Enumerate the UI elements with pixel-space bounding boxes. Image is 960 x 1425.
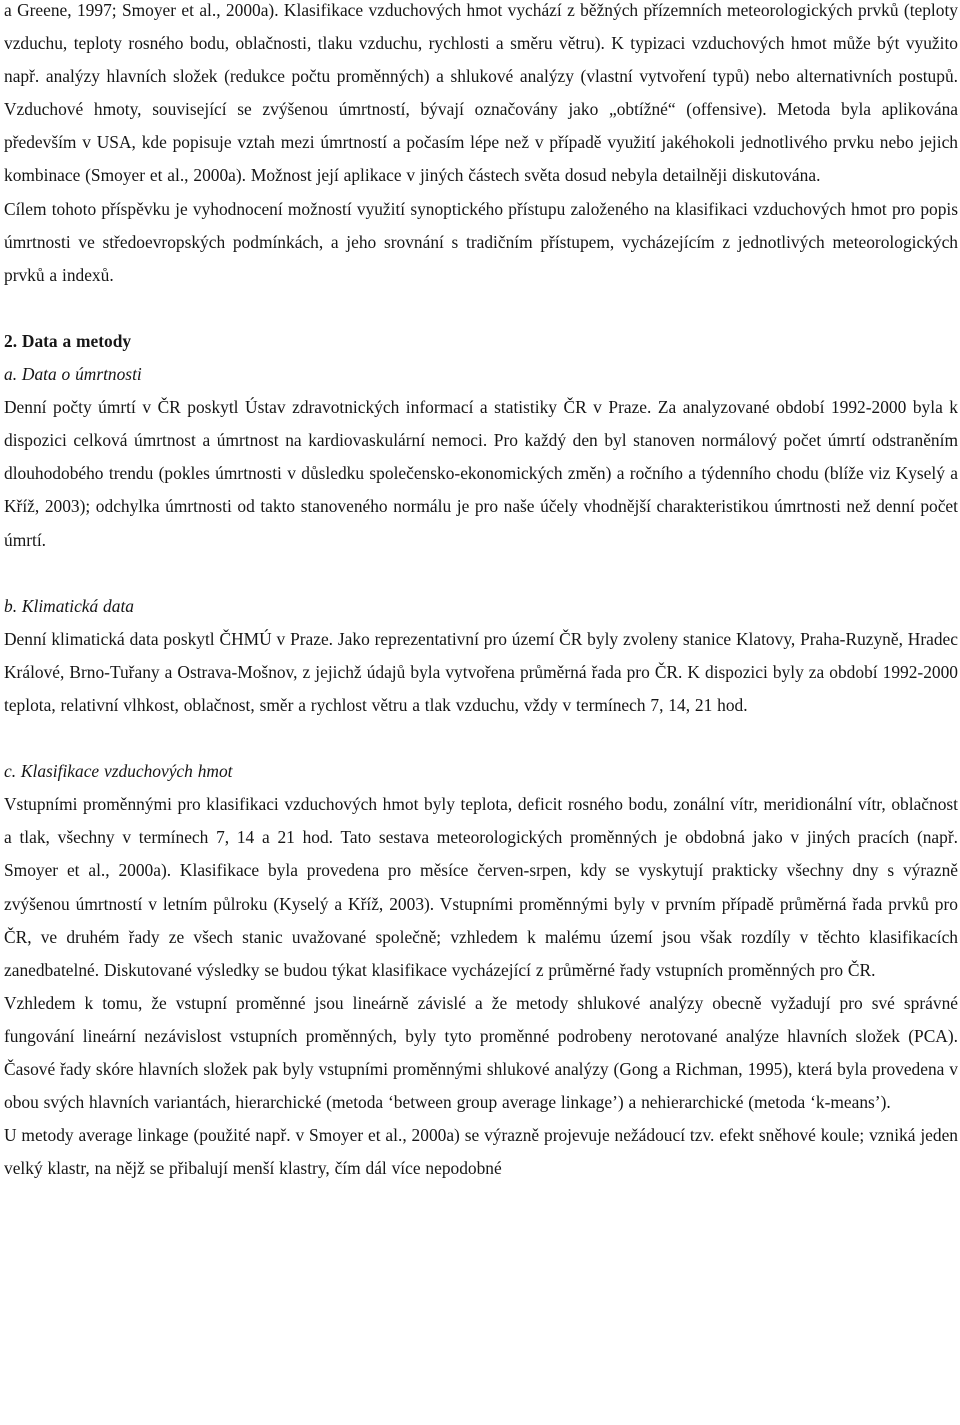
intro-paragraph-2: Cílem tohoto příspěvku je vyhodnocení možností využití synoptického přístupu založeného na klasifikaci vzduchových hmot pro popis úmrtnosti ve středoevropských podmínkách, a jeho srovnání s tradičním přístupem, vycházejícím z jednotlivých meteorologických prvků a indexů.	[4, 198, 958, 285]
subsection-a-paragraph: Denní počty úmrtí v ČR poskytl Ústav zdravotnických informací a statistiky ČR v Praze. Za analyzované období 1992-2000 byla k dispozici celková úmrtnost a úmrtnost na kardiovaskulární nemoci. Pro každý den byl stanoven normálový počet úmrtí odstraněním dlouhodobého trendu (pokles úmrtnosti v důsledku společensko-ekonomických změn) a ročního a týdenního chodu (blíže viz Kyselý a Kříž, 2003); odchylka úmrtnosti od takto stanoveného normálu je pro naše účely vhodnější charakteristikou úmrtnosti než denní počet úmrtí.	[4, 397, 958, 550]
spacer	[4, 557, 958, 590]
subsection-heading-c: c. Klasifikace vzduchových hmot	[4, 761, 233, 782]
section-heading: 2. Data a metody	[4, 330, 132, 351]
intro-paragraph-1: a Greene, 1997; Smoyer et al., 2000a). Klasifikace vzduchových hmot vychází z běžných přízemních meteorologických prvků (teploty vzduchu, teploty rosného bodu, oblačnosti, tlaku vzduchu, rychlosti a směru větru). K typizaci vzduchových hmot může být využito např. analýzy hlavních složek (redukce počtu proměnných) a shlukové analýzy (vlastní vytvoření typů) nebo alternativních postupů. Vzduchové hmoty, související se zvýšenou úmrtností, bývají označovány jako „obtížné“ (offensive). Metoda byla aplikována především v USA, kde popisuje vztah mezi úmrtností a počasím lépe než v případě využití jakéhokoli jednotlivého prvku nebo jejich kombinace (Smoyer et al., 2000a). Možnost její aplikace v jiných částech světa dosud nebyla detailněji diskutována.	[4, 0, 958, 186]
subsection-c-paragraph-3: U metody average linkage (použité např. v Smoyer et al., 2000a) se výrazně projevuje nežádoucí tzv. efekt sněhové koule; vzniká jeden velký klastr, na nějž se přibalují menší klastry, čím dál více nepodobné	[4, 1125, 958, 1179]
subsection-heading-b: b. Klimatická data	[4, 595, 134, 616]
subsection-b-paragraph: Denní klimatická data poskytl ČHMÚ v Praze. Jako reprezentativní pro území ČR byly zvoleny stanice Klatovy, Praha-Ruzyně, Hradec Králové, Brno-Tuřany a Ostrava-Mošnov, z jejichž údajů byla vytvořena průměrná řada pro ČR. K dispozici byly za období 1992-2000 teplota, relativní vlhkost, oblačnost, směr a rychlost větru a tlak vzduchu, vždy v termínech 7, 14, 21 hod.	[4, 628, 958, 715]
spacer	[4, 722, 958, 755]
subsection-c-paragraph-1: Vstupními proměnnými pro klasifikaci vzduchových hmot byly teplota, deficit rosného bodu, zonální vítr, meridionální vítr, oblačnost a tlak, všechny v termínech 7, 14 a 21 hod. Tato sestava meteorologických proměnných je obdobná jako v jiných pracích (např. Smoyer et al., 2000a). Klasifikace byla provedena pro měsíce červen-srpen, kdy se vyskytují prakticky všechny dny s výrazně zvýšenou úmrtností v letním půlroku (Kyselý a Kříž, 2003). Vstupními proměnnými byly v prvním případě průměrná řada prvků pro ČR, ve druhém řady ze všech stanic uvažované společně; vzhledem k malému území jsou však rozdíly v těchto klasifikacích zanedbatelné. Diskutované výsledky se budou týkat klasifikace vycházející z průměrné řady vstupních proměnných pro ČR.	[4, 794, 958, 980]
document-page	[4, 0, 958, 1185]
spacer	[4, 292, 958, 325]
subsection-c-paragraph-2: Vzhledem k tomu, že vstupní proměnné jsou lineárně závislé a že metody shlukové analýzy obecně vyžadují pro své správné fungování lineární nezávislost vstupních proměnných, byly tyto proměnné podrobeny nerotované analýze hlavních složek (PCA). Časové řady skóre hlavních složek pak byly vstupními proměnnými shlukové analýzy (Gong a Richman, 1995), která byla provedena v obou svých hlavních variantách, hierarchické (metoda ‘between group average linkage’) a nehierarchické (metoda ‘k-means’).	[4, 992, 958, 1113]
subsection-heading-a: a. Data o úmrtnosti	[4, 364, 142, 385]
